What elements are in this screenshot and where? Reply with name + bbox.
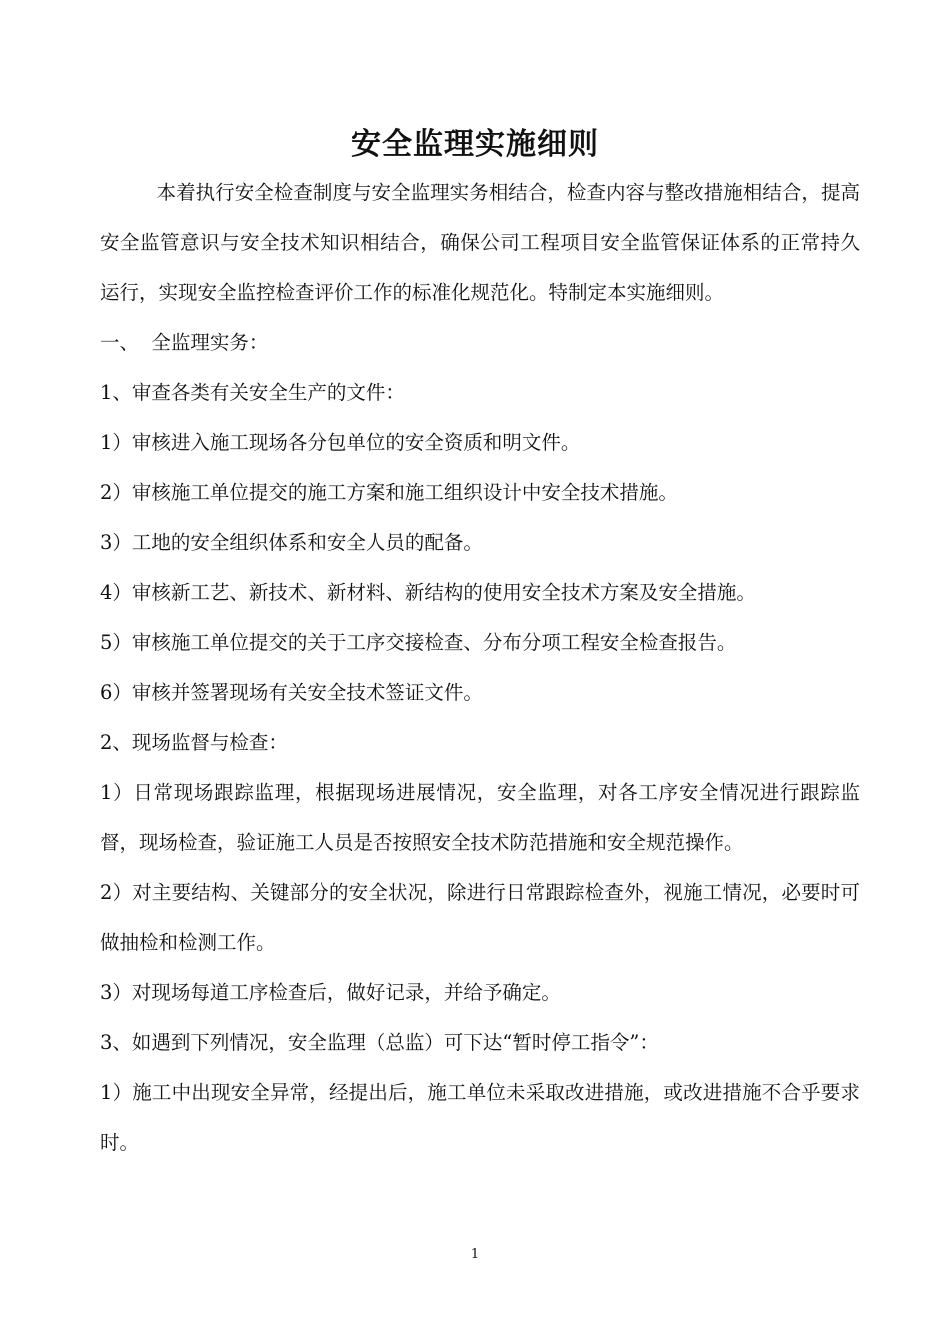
- intro-paragraph: 本着执行安全检查制度与安全监理实务相结合，检查内容与整改措施相结合，提高安全监管意识与安全技术知识相结合，确保公司工程项目安全监管保证体系的正常持久运行，实现安全监控检查评价工作的标准化规范化。特制定本实施细则。: [100, 181, 860, 304]
- list-item: 2）审核施工单位提交的施工方案和施工组织设计中安全技术措施。: [100, 481, 678, 504]
- list-item: 3）工地的安全组织体系和安全人员的配备。: [100, 531, 483, 554]
- document-title: 安全监理实施细则: [351, 127, 599, 162]
- page-number: 1: [470, 1247, 480, 1262]
- list-item: 3）对现场每道工序检查后，做好记录，并给予确定。: [100, 981, 561, 1004]
- list-item: 6）审核并签署现场有关安全技术签证文件。: [100, 681, 483, 704]
- list-item: 1）日常现场跟踪监理，根据现场进展情况，安全监理，对各工序安全情况进行跟踪监督，现场检查，验证施工人员是否按照安全技术防范措施和安全规范操作。: [100, 781, 860, 854]
- item-heading: 2、现场监督与检查：: [100, 731, 288, 754]
- section-heading: 一、 全监理实务：: [100, 331, 269, 354]
- item-heading: 1、审查各类有关安全生产的文件：: [100, 381, 405, 404]
- document-body: [100, 168, 860, 1168]
- list-item: 1）审核进入施工现场各分包单位的安全资质和明文件。: [100, 431, 581, 454]
- list-item: 4）审核新工艺、新技术、新材料、新结构的使用安全技术方案及安全措施。: [100, 581, 756, 604]
- list-item: 1）施工中出现安全异常，经提出后，施工单位未采取改进措施，或改进措施不合乎要求时。: [100, 1081, 860, 1154]
- list-item: 2）对主要结构、关键部分的安全状况，除进行日常跟踪检查外，视施工情况，必要时可做抽检和检测工作。: [100, 881, 860, 954]
- list-item: 5）审核施工单位提交的关于工序交接检查、分布分项工程安全检查报告。: [100, 631, 737, 654]
- item-heading: 3、如遇到下列情况，安全监理（总监）可下达“暂时停工指令”：: [100, 1031, 659, 1054]
